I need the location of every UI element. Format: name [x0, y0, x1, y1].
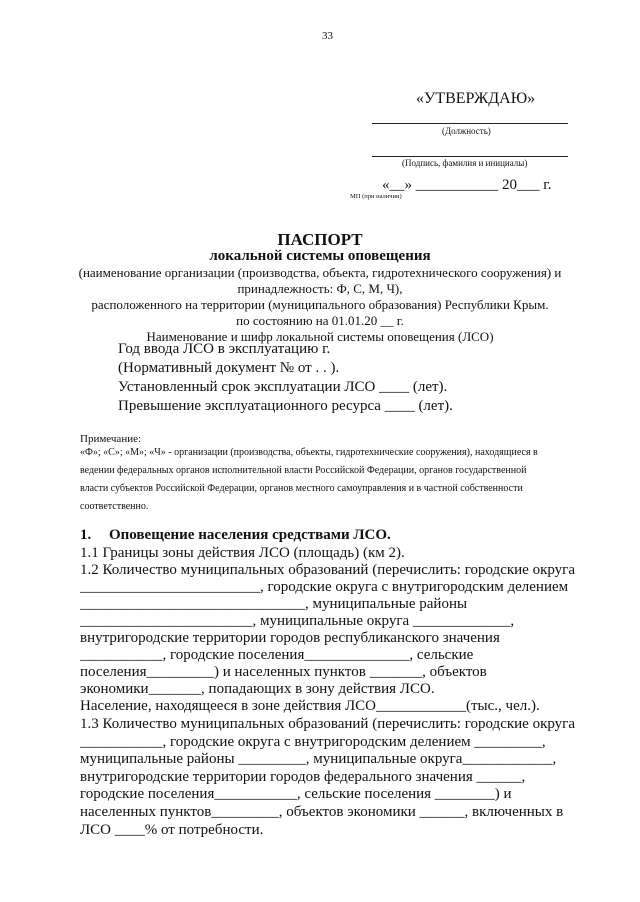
section-line: городские поселения___________, сельские поселения ________) и [80, 786, 512, 802]
note-line: ведении федеральных органов исполнительной власти Российской Федерации, органов государственной [80, 465, 527, 476]
note-line: «Ф»; «С»; «М»; «Ч» - организации (производства, объекты, гидротехнические сооружения), находящиеся в [80, 447, 538, 458]
section-line: ______________________________, муниципальные районы [80, 596, 468, 612]
signature-line [372, 156, 568, 157]
note-line: соответственно. [80, 501, 149, 512]
section-line: внутригородские территории городов республиканского значения [80, 630, 500, 646]
section-line: ___________, городские округа с внутригородским делением _________, [80, 734, 546, 750]
position-line [372, 123, 568, 124]
signature-caption: (Подпись, фамилия и инициалы) [402, 158, 528, 168]
section-line: поселения_________) и населенных пунктов _______, объектов [80, 664, 487, 680]
document-subtitle: локальной системы оповещения [209, 248, 431, 264]
info-field: Установленный срок эксплуатации ЛСО ____ (лет). [118, 379, 448, 395]
section-number: 1. [80, 527, 92, 543]
approval-title: «УТВЕРЖДАЮ» [416, 90, 536, 107]
header-line: Наименование и шифр локальной системы оповещения (ЛСО) [146, 329, 494, 344]
header-line: принадлежность: Ф, С, М, Ч), [237, 281, 403, 296]
page-number: 33 [322, 30, 333, 42]
header-line: расположенного на территории (муниципального образования) Республики Крым. [91, 297, 549, 312]
section-line: ___________, городские поселения______________, сельские [80, 647, 474, 663]
section-line: 1.2 Количество муниципальных образований (перечислить: городские округа [80, 562, 575, 578]
section-line: Население, находящееся в зоне действия ЛСО____________(тыс., чел.). [80, 698, 540, 714]
section-line: 1.3 Количество муниципальных образований (перечислить: городские округа [80, 716, 575, 732]
approval-date: «__» ___________ 20___ г. [382, 177, 552, 193]
section-line: ЛСО ____% от потребности. [80, 822, 264, 838]
info-field: Год ввода ЛСО в эксплуатацию г. [118, 341, 331, 357]
section-line: _______________________, муниципальные округа _____________, [80, 613, 515, 629]
stamp-caption: МП (при наличии) [350, 193, 402, 200]
section-line: муниципальные районы _________, муниципальные округа____________, [80, 751, 557, 767]
header-line: (наименование организации (производства, объекта, гидротехнического сооружения) и [78, 265, 562, 280]
info-field: (Нормативный документ № от . . ). [118, 360, 340, 376]
section-line: 1.1 Границы зоны действия ЛСО (площадь) (км 2). [80, 545, 405, 561]
position-caption: (Должность) [442, 126, 491, 136]
section-line: ________________________, городские округа с внутригородским делением [80, 579, 569, 595]
section-heading: Оповещение населения средствами ЛСО. [109, 527, 391, 543]
header-line: по состоянию на 01.01.20 __ г. [236, 313, 404, 328]
note-label: Примечание: [80, 433, 142, 445]
info-field: Превышение эксплуатационного ресурса ____ (лет). [118, 398, 453, 414]
note-line: власти субъектов Российской Федерации, органов местного самоуправления и в частной собственности [80, 483, 523, 494]
section-line: внутригородские территории городов федерального значения ______, [80, 769, 526, 785]
document-title: ПАСПОРТ [277, 230, 363, 249]
section-line: экономики_______, попадающих в зону действия ЛСО. [80, 681, 435, 697]
section-line: населенных пунктов_________, объектов экономики ______, включенных в [80, 804, 564, 820]
